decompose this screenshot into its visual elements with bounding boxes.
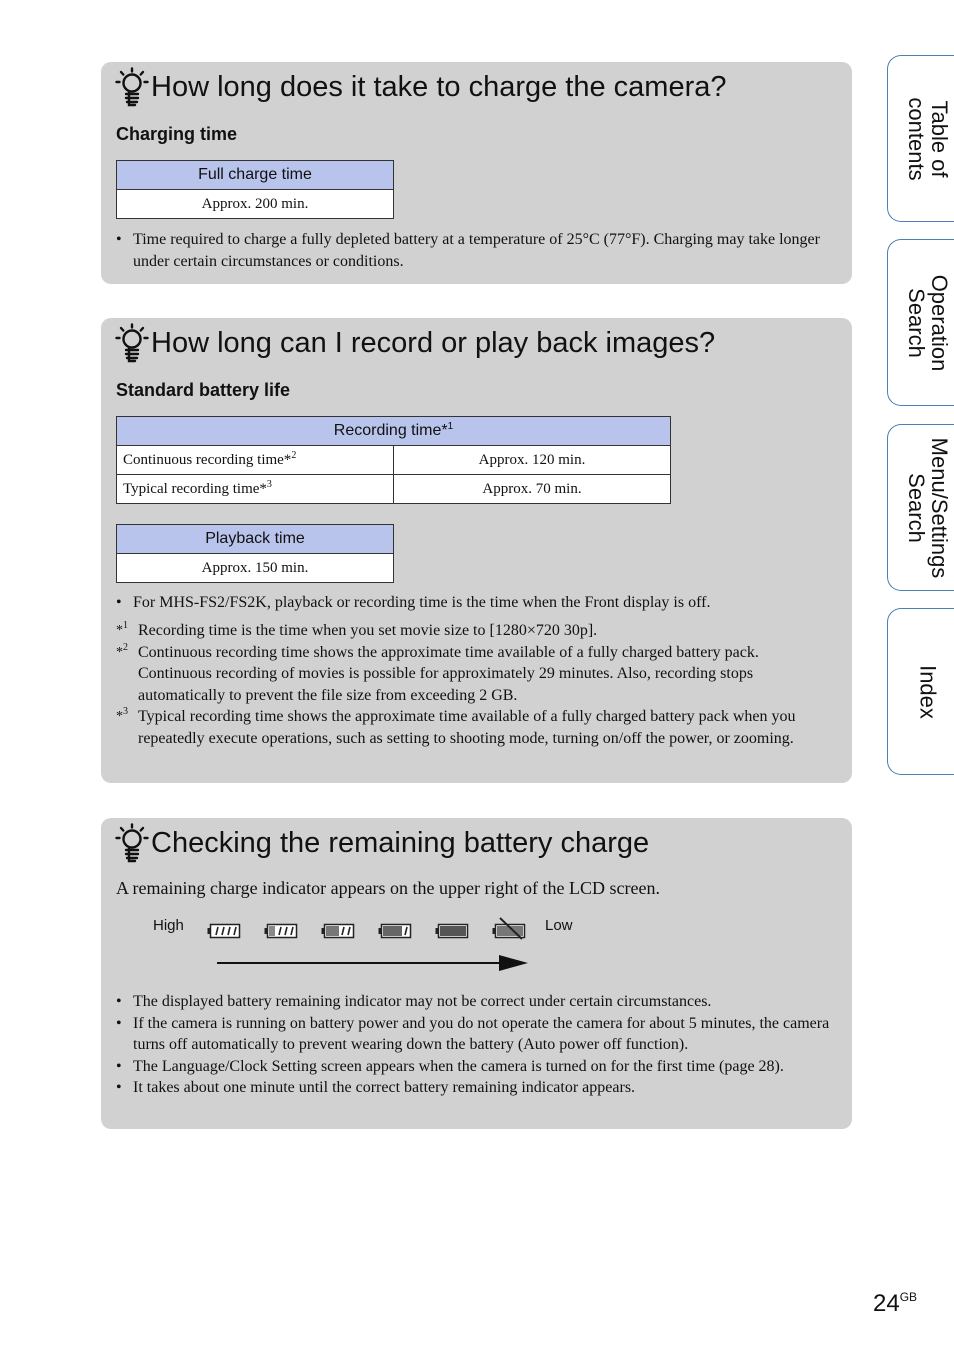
charging-time-subheading: Charging time bbox=[116, 124, 238, 144]
table-header: Playback time bbox=[117, 525, 394, 554]
tab-label: Operation Search bbox=[904, 274, 952, 371]
table-cell-value: Approx. 120 min. bbox=[394, 446, 671, 475]
tab-operation-search[interactable] bbox=[887, 239, 954, 406]
charge-time-section bbox=[101, 62, 852, 284]
list-item: • If the camera is running on battery power and you do not operate the camera for about 5 minutes, the camera turns off automatically to prevent wearing down the battery (Auto power off function). bbox=[116, 1013, 836, 1056]
table-cell: Approx. 150 min. bbox=[117, 554, 394, 583]
high-label: High bbox=[153, 917, 184, 934]
section-title: Checking the remaining battery charge bbox=[151, 826, 650, 859]
list-item: • The Language/Clock Setting screen appears when the camera is turned on for the first time (page 28). bbox=[116, 1056, 836, 1078]
section-heading bbox=[115, 65, 727, 109]
direction-arrow-icon bbox=[217, 954, 529, 972]
recording-time-table bbox=[116, 416, 671, 504]
footnote-item: *$^1$ Recording time is the time when you set movie size to [1280×720 30p]. bbox=[116, 620, 598, 639]
tab-label: Menu/Settings Search bbox=[904, 437, 952, 578]
page-number: $24^{GB}$ bbox=[873, 1290, 918, 1317]
table-cell: Approx. 200 min. bbox=[117, 190, 394, 219]
hint-lightbulb-icon bbox=[115, 323, 151, 363]
hint-lightbulb-icon bbox=[115, 823, 151, 863]
list-item: • It takes about one minute until the correct battery remaining indicator appears. bbox=[116, 1077, 836, 1099]
battery-very-low-icon bbox=[435, 922, 469, 940]
battery-life-subheading: Standard battery life bbox=[116, 380, 291, 400]
list-item: • The displayed battery remaining indicator may not be correct under certain circumstances. bbox=[116, 991, 836, 1013]
low-label: Low bbox=[545, 917, 573, 934]
footnote-item: *$^3$ Typical recording time shows the approximate time available of a fully charged battery pack when you repeatedly execute operations, such as setting to shooting mode, turning on/off the power, or zooming. bbox=[116, 706, 796, 747]
table-row bbox=[117, 446, 671, 475]
section-heading bbox=[115, 321, 715, 365]
table-cell-label: Typical recording time*$^3$ bbox=[117, 475, 394, 504]
battery-life-section bbox=[101, 318, 852, 783]
tab-table-of-contents[interactable] bbox=[887, 55, 954, 222]
battery-charge-section bbox=[101, 818, 852, 1129]
charging-time-table bbox=[116, 160, 394, 219]
section-title: How long does it take to charge the camera? bbox=[151, 70, 727, 103]
battery-low-icon bbox=[378, 922, 412, 940]
list-item: • Time required to charge a fully depleted battery at a temperature of 25°C (77°F). Charging may take longer under certain circumstances or conditions. bbox=[116, 229, 836, 272]
tab-label: Index bbox=[915, 664, 941, 719]
battery-medium-icon bbox=[321, 922, 355, 940]
table-header: Recording time*$^1$ bbox=[117, 417, 671, 446]
table-row bbox=[117, 475, 671, 504]
battery-full-icon bbox=[207, 922, 241, 940]
battery-high-icon bbox=[264, 922, 298, 940]
tab-label: Table of contents bbox=[904, 96, 952, 181]
playback-time-table bbox=[116, 524, 394, 583]
tab-index[interactable] bbox=[887, 608, 954, 775]
footnote-item: *$^2$ Continuous recording time shows the approximate time available of a fully charged battery pack. Continuous recording of movies is possible for approximately 29 minutes. Also, recording stops automatically to prevent the file size from exceeding 2 GB. bbox=[116, 641, 759, 704]
battery-empty-icon bbox=[492, 916, 528, 940]
charge-notes-list bbox=[116, 229, 836, 272]
charge-indicator-intro: A remaining charge indicator appears on the upper right of the LCD screen. bbox=[116, 878, 660, 898]
hint-lightbulb-icon bbox=[115, 67, 151, 107]
table-header: Full charge time bbox=[117, 161, 394, 190]
footnotes-list bbox=[116, 620, 834, 749]
battery-notes-list bbox=[116, 592, 836, 614]
tab-menu-settings-search[interactable] bbox=[887, 424, 954, 591]
section-title: How long can I record or play back images? bbox=[151, 326, 716, 359]
table-cell-label: Continuous recording time*$^2$ bbox=[117, 446, 394, 475]
charge-indicator-notes bbox=[116, 991, 836, 1099]
section-heading bbox=[115, 821, 649, 865]
table-cell-value: Approx. 70 min. bbox=[394, 475, 671, 504]
list-item: • For MHS-FS2/FS2K, playback or recording time is the time when the Front display is off. bbox=[116, 592, 836, 614]
